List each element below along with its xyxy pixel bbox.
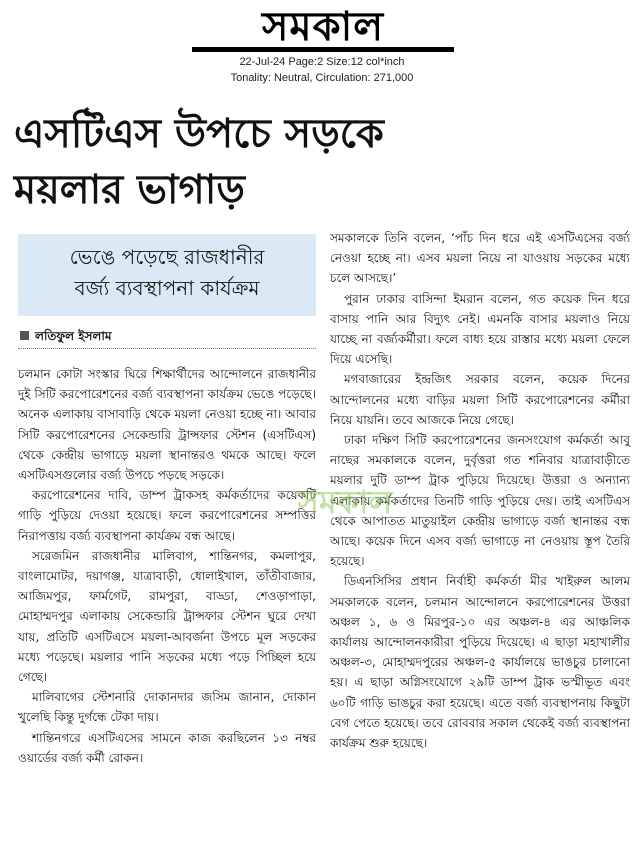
- paragraph: পুরান ঢাকার বাসিন্দা ইমরান বলেন, গত কয়েক দিন ধরে বাসায় পানি আর বিদ্যুৎ নেই। এমনকি বাসার ময়লাও নিয়ে যাচ্ছে না বর্জ্যকর্মীরা। ফলে বাধ্য হয়ে রাস্তার মধ্যে ময়লা ফেলে দিয়ে এসেছি।: [330, 291, 630, 367]
- headline-line-1: এসটিএস উপচে সড়কে: [14, 111, 384, 157]
- paragraph: মগবাজারের ইন্দ্রজিৎ সরকার বলেন, কয়েক দিনের আন্দোলনের মধ্যে বাড়ির ময়লা সিটি করপোরেশনের কর্মীরা নিয়ে যায়নি। তবে আজকে নিয়ে গেছে।: [330, 372, 630, 427]
- paragraph: চলমান কোটা সংস্কার ঘিরে শিক্ষার্থীদের আন্দোলনে রাজধানীর দুই সিটি করপোরেশনের বর্জ্য ব্যবস্থাপনা কার্যক্রম ভেঙে পড়েছে। অনেক এলাকায় বাসাবাড়ি থেকে ময়লা নেওয়া হচ্ছে না। আবার সিটি করপোরেশনের সেকেন্ডারি ট্রান্সফার স্টেশন (এসটিএস) থেকে কেন্দ্রীয় ভাগাড়ে ময়লা স্থানান্তরও থমকে আছে। ফলে এসটিএসগুলোর বর্জ্য উপচে পড়ছে সড়কে।: [18, 367, 316, 483]
- headline-line-2: ময়লার ভাগাড়: [14, 167, 245, 213]
- watermark-logo: সমকাল: [297, 483, 393, 521]
- article-column-left: [18, 364, 316, 768]
- byline: [20, 327, 316, 345]
- article-column-right: [330, 228, 630, 753]
- paragraph: ঢাকা দক্ষিণ সিটি করপোরেশনের জনসংযোগ কর্মকর্তা আবু নাছের সমকালকে বলেন, দুর্বৃত্তরা গত শনিবার যাত্রাবাড়ীতে ময়লার দুটি ডাম্প ট্রাক পুড়িয়ে দিয়েছে। উত্তরা ও অন্যান্য এলাকায় কর্মকর্তাদের তিনটি গাড়ি পুড়িয়ে দেয়। তাই এসটিএস থেকে আপাতত মাতুয়াইল কেন্দ্রীয় ভাগাড়ে বর্জ্য স্থানান্তর বন্ধ আছে। কয়েক দিনে এসব বর্জ্য ভাগাড়ে না নেওয়ায় স্তূপ তৈরি হয়েছে।: [330, 433, 630, 569]
- byline-square-icon: [20, 331, 29, 340]
- subheadline-line-1: ভেঙে পড়েছে রাজধানীর: [69, 245, 265, 269]
- byline-divider: [18, 348, 316, 349]
- paragraph: সরেজমিন রাজধানীর মালিবাগ, শান্তিনগর, কমলাপুর, বাংলামোটর, দয়াগঞ্জ, যাত্রাবাড়ী, ধোলাইখাল, তাঁতীবাজার, আজিমপুর, ফার্মগেট, রামপুরা, বাড্ডা, শেওড়াপাড়া, মোহাম্মদপুর এলাকায় সেকেন্ডারি ট্রান্সফার স্টেশন ঘুরে দেখা যায়, প্রতিটি এসটিএসে ময়লা-আবর্জনা উপচে মূল সড়কের মধ্যে পড়েছে। ময়লার পানি সড়কের মধ্যে পড়ে পিচ্ছিল হয়ে গেছে।: [18, 548, 316, 685]
- byline-author: লতিফুল ইসলাম: [35, 329, 112, 343]
- paragraph: মালিবাগের স্টেশনারি দোকানদার জসিম জানান, দোকান খুলেছি কিন্তু দুর্গন্ধে টেকা দায়।: [18, 690, 316, 725]
- paragraph: সমকালকে তিনি বলেন, ‘পাঁচ দিন ধরে এই এসটিএসের বর্জ্য নেওয়া হচ্ছে না। এসব ময়লা নিয়ে না যাওয়ায় সড়কের মধ্যে চলে আসছে।’: [330, 231, 630, 286]
- newspaper-logo: সমকাল: [192, 2, 454, 52]
- subheadline-box: [18, 234, 316, 316]
- article-headline: [14, 106, 484, 218]
- paragraph: শান্তিনগরে এসটিএসের সামনে কাজ করছিলেন ১৩ নম্বর ওয়ার্ডের বর্জ্য কর্মী রোকন।: [18, 730, 316, 765]
- paragraph: করপোরেশনের দাবি, ডাম্প ট্রাকসহ কর্মকর্তাদের কয়েকটি গাড়ি পুড়িয়ে দেওয়া হয়েছে। ফলে করপোরেশনের সম্পত্তির নিরাপত্তায় বর্জ্য ব্যবস্থাপনা কার্যক্রম বন্ধ আছে।: [18, 488, 316, 543]
- paragraph: ডিএনসিসির প্রধান নির্বাহী কর্মকর্তা মীর খাইরুল আলম সমকালকে বলেন, চলমান আন্দোলনে করপোরেশনের উত্তরা অঞ্চল ১, ৬ ও মিরপুর-১০ এর অঞ্চল-৪ এর আঞ্চলিক কার্যালয় আন্দোলনকারীরা পুড়িয়ে দিয়েছে। এ ছাড়া মহাখালীর অঞ্চল-৩, মোহাম্মদপুরের অঞ্চল-৫ কার্যালয়ে ভাঙচুর চালানো হয়। এ ছাড়া অগ্নিসংযোগে ২৯টি ডাম্প ট্রাক ভস্মীভূত এবং ৬০টি গাড়ি ভাঙচুর করা হয়েছে। এতে বর্জ্য ব্যবস্থাপনায় কিছুটা বেগ পেতে হয়েছে। তবে রোববার সকাল থেকেই বর্জ্য ব্যবস্থাপনা কার্যক্রম শুরু হয়েছে।: [330, 574, 630, 751]
- clipping-meta-date: 22-Jul-24 Page:2 Size:12 col*inch: [239, 56, 405, 68]
- subheadline-line-2: বর্জ্য ব্যবস্থাপনা কার্যক্রম: [74, 276, 260, 300]
- clipping-meta-tonality: Tonality: Neutral, Circulation: 271,000: [230, 72, 414, 84]
